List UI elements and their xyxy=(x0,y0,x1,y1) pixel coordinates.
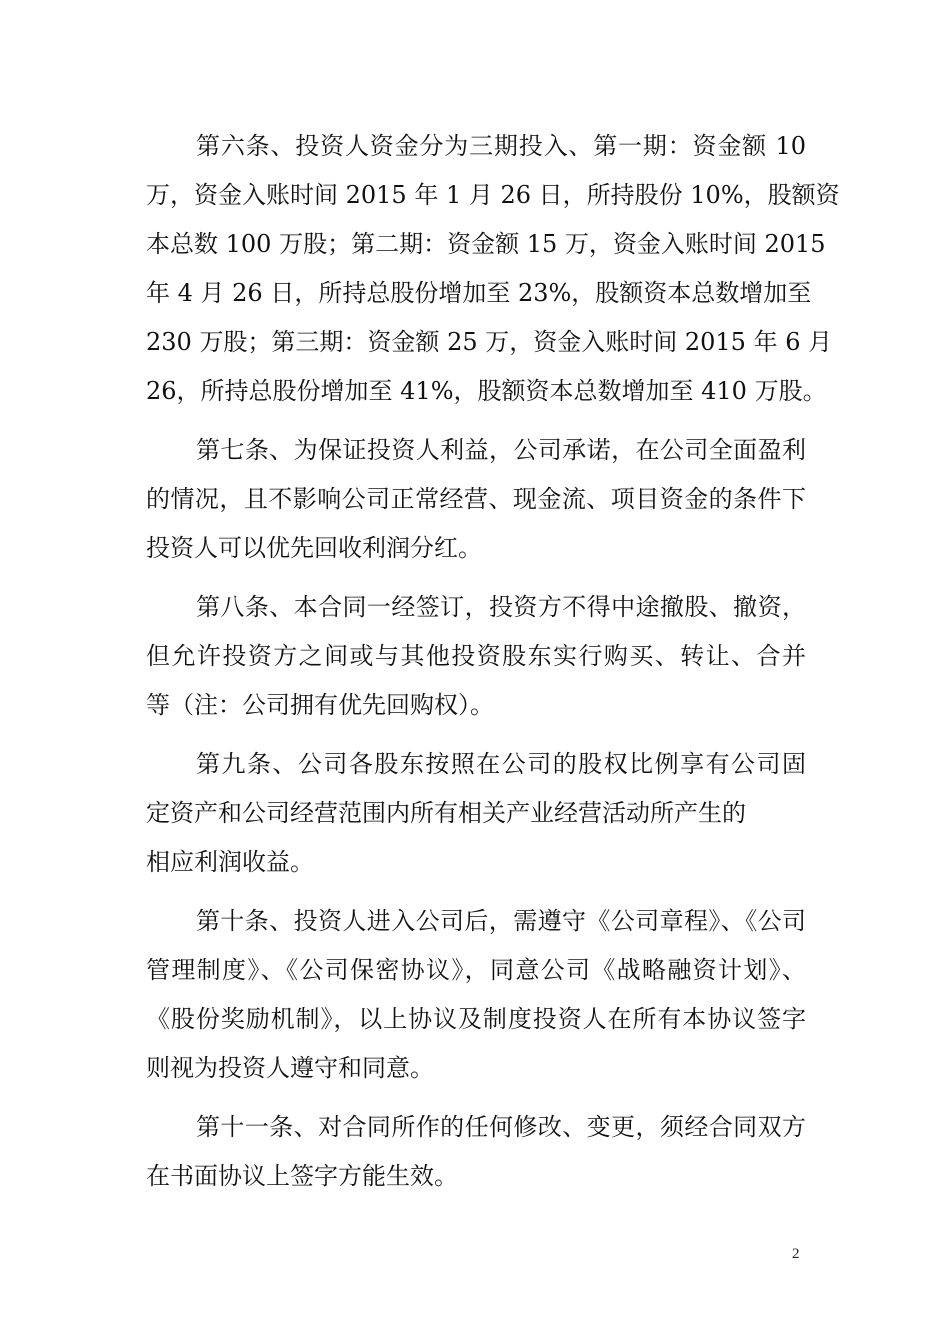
text-line: 第七条、为保证投资人利益，公司承诺，在公司全面盈利 xyxy=(196,436,806,464)
text-line: 定资产和公司经营范围内所有相关产业经营活动所产生的 xyxy=(146,799,746,827)
text-line: 230 万股；第三期：资金额 25 万，资金入账时间 2015 年 6 月 xyxy=(146,328,833,356)
text-line: 的情况，且不影响公司正常经营、现金流、项目资金的条件下 xyxy=(146,485,806,513)
text-line: 但允许投资方之间或与其他投资股东实行购买、转让、合并 xyxy=(146,642,806,670)
text-line: 《股份奖励机制》，以上协议及制度投资人在所有本协议签字 xyxy=(146,1005,806,1033)
text-line: 相应利润收益。 xyxy=(146,848,314,876)
text-line: 投资人可以优先回收利润分红。 xyxy=(146,534,482,562)
text-line: 第九条、公司各股东按照在公司的股权比例享有公司固 xyxy=(196,750,806,778)
clause-9 xyxy=(146,740,806,887)
text-line: 在书面协议上签字方能生效。 xyxy=(146,1162,458,1190)
clause-10 xyxy=(146,897,806,1093)
clause-6 xyxy=(146,122,840,416)
text-line: 则视为投资人遵守和同意。 xyxy=(146,1054,434,1082)
clause-7 xyxy=(146,426,806,573)
clause-11 xyxy=(146,1103,806,1201)
text-line: 第十一条、对合同所作的任何修改、变更，须经合同双方 xyxy=(196,1113,806,1141)
text-line: 管理制度》、《公司保密协议》，同意公司《战略融资计划》、 xyxy=(146,956,806,984)
text-line: 第八条、本合同一经签订，投资方不得中途撤股、撤资， xyxy=(196,593,806,621)
text-line: 本总数 100 万股；第二期：资金额 15 万，资金入账时间 2015 xyxy=(146,230,826,258)
text-line: 年 4 月 26 日，所持总股份增加至 23%，股额资本总数增加至 xyxy=(146,279,812,307)
document-body xyxy=(146,122,840,1211)
text-line: 等（注：公司拥有优先回购权）。 xyxy=(146,691,494,719)
page-number: 2 xyxy=(792,1246,800,1262)
clause-8 xyxy=(146,583,806,730)
text-line: 26，所持总股份增加至 41%，股额资本总数增加至 410 万股。 xyxy=(146,377,827,405)
text-line: 第六条、投资人资金分为三期投入、第一期：资金额 10 xyxy=(196,132,806,160)
text-line: 第十条、投资人进入公司后，需遵守《公司章程》、《公司 xyxy=(196,907,806,935)
text-line: 万，资金入账时间 2015 年 1 月 26 日，所持股份 10%，股额资 xyxy=(146,181,840,209)
